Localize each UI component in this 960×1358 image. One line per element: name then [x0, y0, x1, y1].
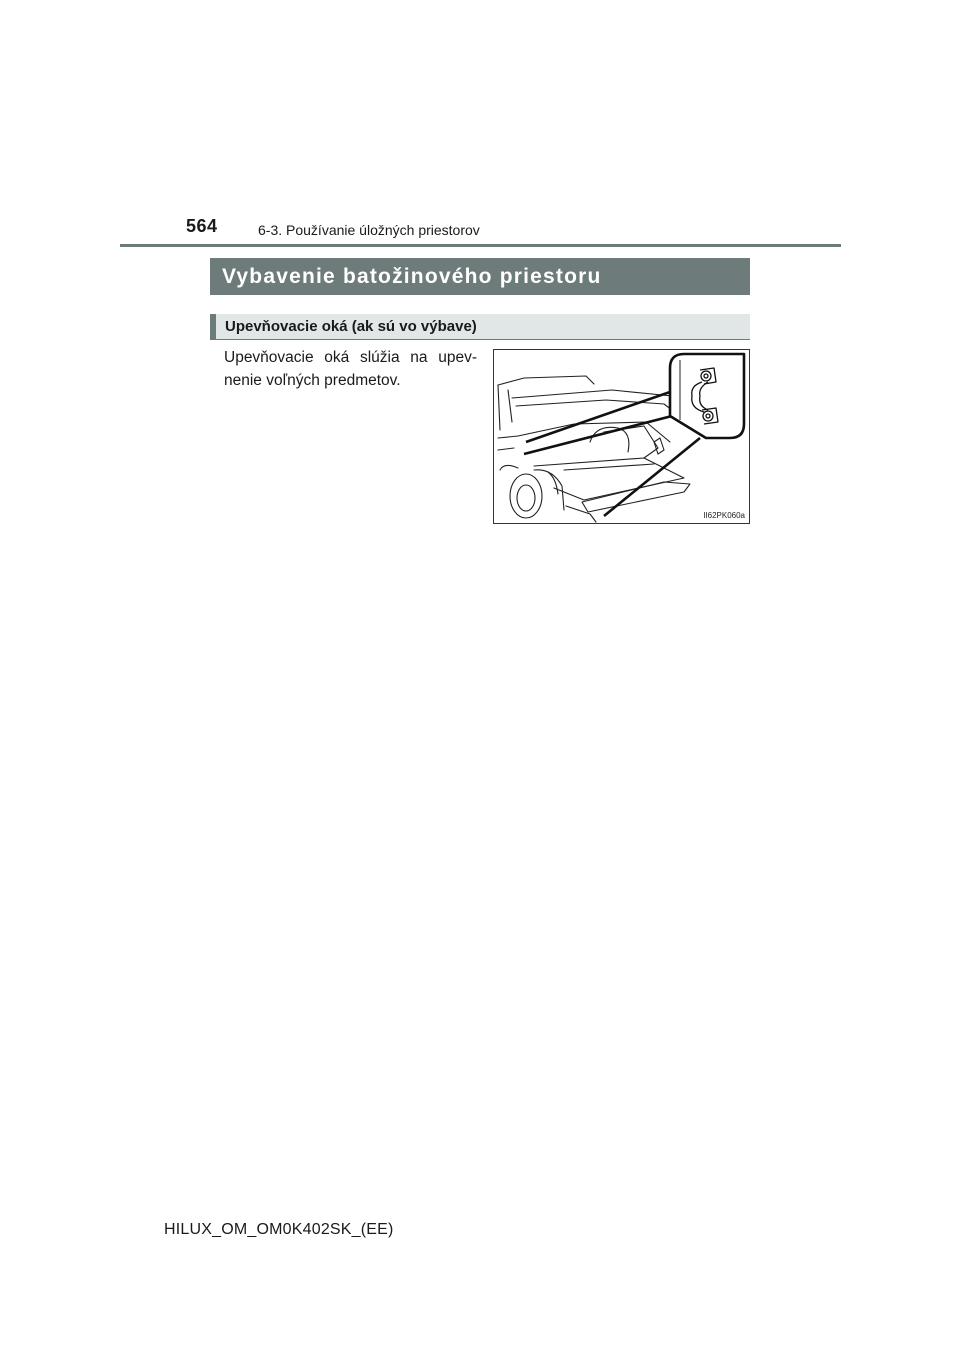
truck-bed-tie-down-illustration [494, 350, 749, 523]
header-rule [120, 244, 841, 247]
figure-code: II62PK060a [703, 511, 745, 520]
subsection-title: Upevňovacie oká (ak sú vo výbave) [225, 318, 477, 335]
page-number: 564 [186, 216, 218, 236]
document-id: HILUX_OM_OM0K402SK_(EE) [164, 1221, 394, 1238]
chapter-title: 6-3. Používanie úložných priestorov [258, 222, 480, 238]
section-title-bar [210, 258, 750, 295]
subsection-title-bar [210, 314, 750, 340]
section-title: Vybavenie batožinového priestoru [222, 264, 602, 288]
figure [493, 349, 750, 524]
body-text: Upevňovacie oká slúžia na upev- nenie voľných predmetov. [224, 349, 477, 389]
subsection-accent [210, 314, 216, 339]
